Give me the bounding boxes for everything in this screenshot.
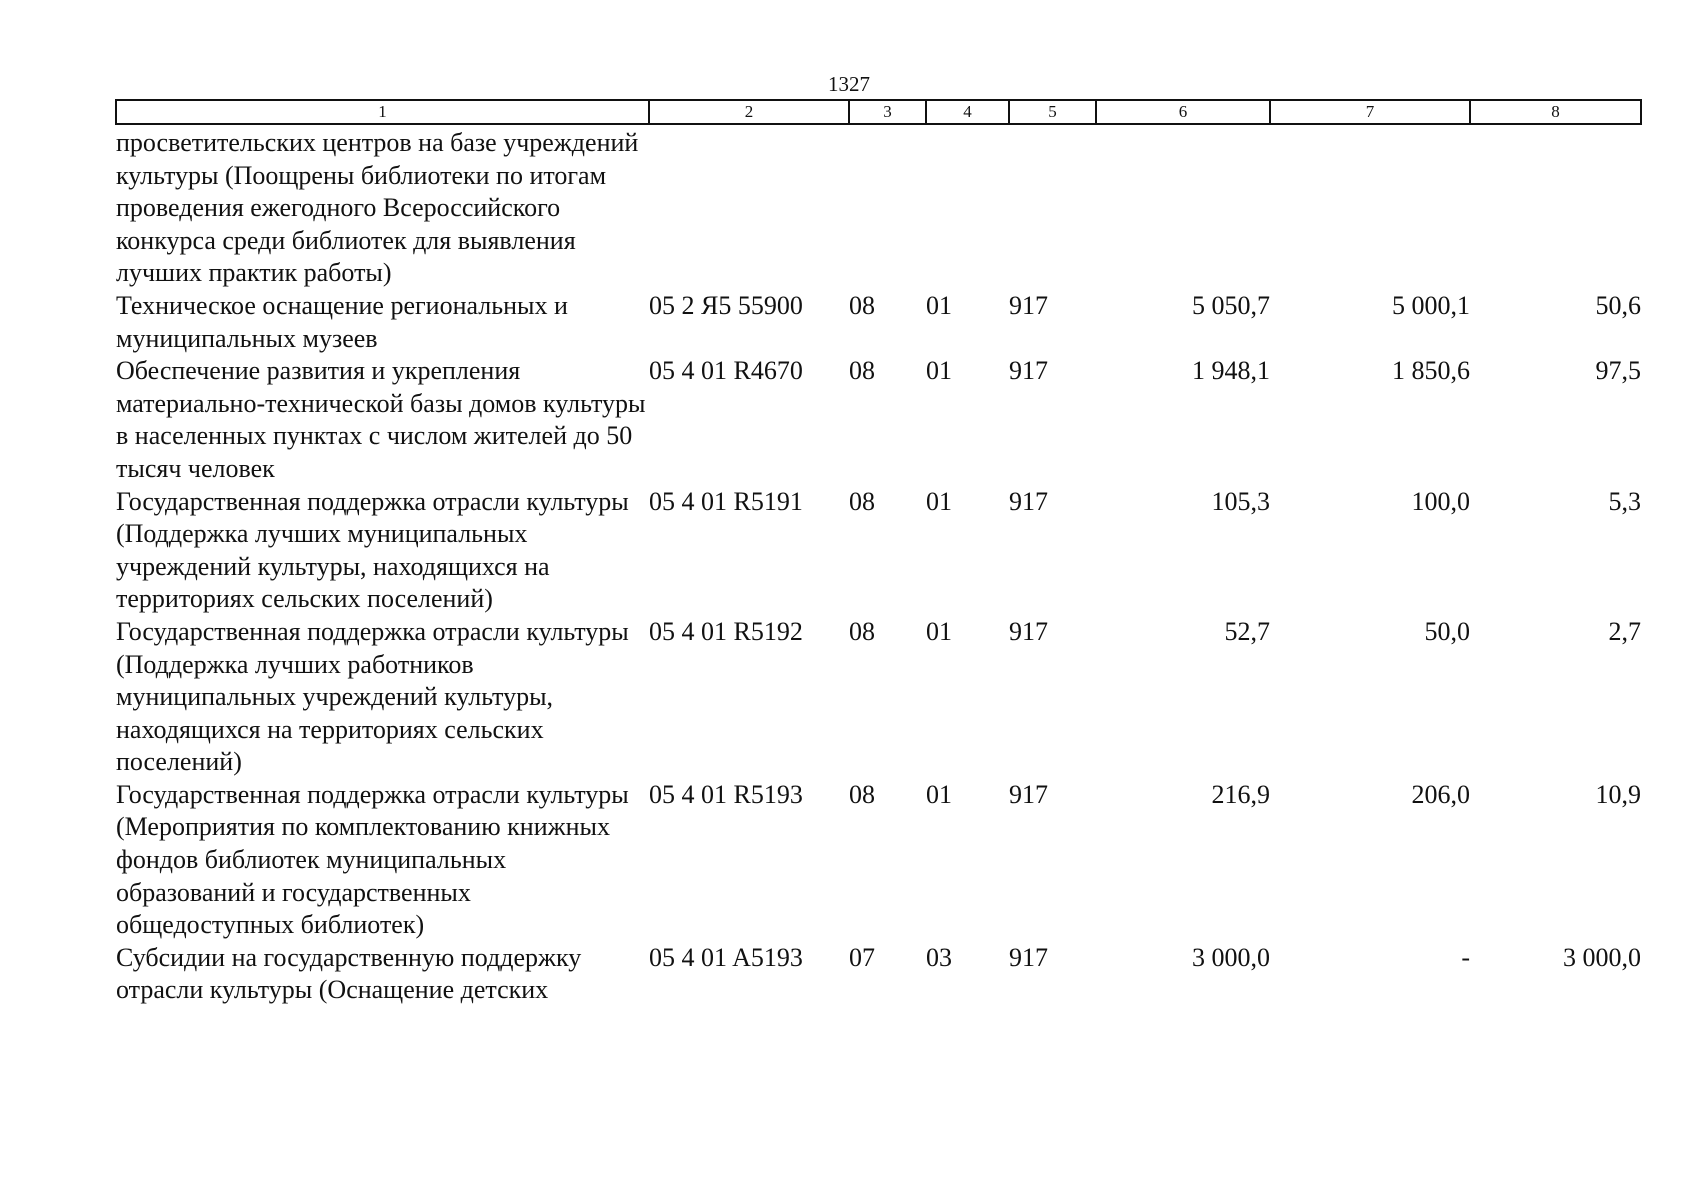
column-number-3: 3 <box>849 100 926 124</box>
row-section <box>849 124 926 290</box>
row-regional <box>1470 124 1641 290</box>
column-number-7: 7 <box>1270 100 1470 124</box>
row-total: 3 000,0 <box>1192 942 1270 972</box>
column-number-5: 5 <box>1009 100 1096 124</box>
column-number-1: 1 <box>116 100 649 124</box>
row-name: Обеспечение развития и укрепления материально-технической базы домов культуры в населенных пунктах с числом жителей до 50 тысяч человек <box>116 356 646 483</box>
row-federal: 206,0 <box>1411 779 1470 809</box>
column-number-8: 8 <box>1470 100 1641 124</box>
table-row <box>116 124 1641 290</box>
row-section: 08 <box>849 290 875 320</box>
row-grbs: 917 <box>1009 616 1048 646</box>
column-number-2: 2 <box>649 100 849 124</box>
row-regional: 3 000,0 <box>1563 942 1641 972</box>
row-federal: - <box>1461 942 1470 972</box>
row-name: Государственная поддержка отрасли культуры (Поддержка лучших муниципальных учреждений культуры, находящихся на территориях сельских поселений) <box>116 486 629 614</box>
row-code: 05 2 Я5 55900 <box>649 290 803 320</box>
row-regional: 97,5 <box>1595 356 1641 386</box>
row-section: 08 <box>849 616 875 646</box>
row-subsection: 01 <box>926 486 952 516</box>
row-section: 08 <box>849 486 875 516</box>
row-grbs: 917 <box>1009 356 1048 386</box>
row-regional: 2,7 <box>1608 616 1641 646</box>
row-regional: 10,9 <box>1595 779 1641 809</box>
row-name: Техническое оснащение региональных и муниципальных музеев <box>116 290 568 353</box>
row-total <box>1096 124 1270 290</box>
row-code: 05 4 01 R5191 <box>649 486 803 516</box>
row-subsection <box>926 124 1009 290</box>
column-number-6: 6 <box>1096 100 1270 124</box>
row-federal: 50,0 <box>1424 616 1470 646</box>
table-row <box>116 779 1641 942</box>
row-name: просветительских центров на базе учреждений культуры (Поощрены библиотеки по итогам проведения ежегодного Всероссийского конкурса среди библиотек для выявления лучших практик работы) <box>116 128 639 288</box>
row-total: 216,9 <box>1211 779 1270 809</box>
row-grbs: 917 <box>1009 779 1048 809</box>
row-code: 05 4 01 R5192 <box>649 616 803 646</box>
row-section: 07 <box>849 942 875 972</box>
table-row <box>116 942 1641 1007</box>
table-header <box>116 100 1641 124</box>
row-total: 1 948,1 <box>1192 356 1270 386</box>
row-federal: 5 000,1 <box>1392 290 1470 320</box>
table-row <box>116 290 1641 355</box>
table-row <box>116 486 1641 616</box>
row-name: Субсидии на государственную поддержку отрасли культуры (Оснащение детских <box>116 942 582 1005</box>
row-total: 105,3 <box>1211 486 1270 516</box>
row-grbs: 917 <box>1009 486 1048 516</box>
row-code: 05 4 01 R4670 <box>649 356 803 386</box>
row-subsection: 03 <box>926 942 952 972</box>
row-grbs <box>1009 124 1096 290</box>
row-federal: 1 850,6 <box>1392 356 1470 386</box>
row-section: 08 <box>849 779 875 809</box>
row-name: Государственная поддержка отрасли культуры (Мероприятия по комплектованию книжных фондов библиотек муниципальных образований и государственных общедоступных библиотек) <box>116 779 629 940</box>
row-regional: 5,3 <box>1608 486 1641 516</box>
row-section: 08 <box>849 356 875 386</box>
row-regional: 50,6 <box>1595 290 1641 320</box>
row-federal <box>1270 124 1470 290</box>
table-row <box>116 355 1641 485</box>
row-code: 05 4 01 A5193 <box>649 942 803 972</box>
column-number-row <box>116 100 1641 124</box>
row-subsection: 01 <box>926 356 952 386</box>
row-grbs: 917 <box>1009 942 1048 972</box>
row-code: 05 4 01 R5193 <box>649 779 803 809</box>
row-grbs: 917 <box>1009 290 1048 320</box>
row-total: 5 050,7 <box>1192 290 1270 320</box>
table-row <box>116 616 1641 779</box>
row-federal: 100,0 <box>1411 486 1470 516</box>
row-subsection: 01 <box>926 290 952 320</box>
table-body <box>116 124 1641 1007</box>
page-number: 1327 <box>828 72 870 96</box>
row-code <box>649 124 849 290</box>
column-number-4: 4 <box>926 100 1009 124</box>
row-name: Государственная поддержка отрасли культуры (Поддержка лучших работников муниципальных учреждений культуры, находящихся на территориях сельских поселений) <box>116 616 629 777</box>
budget-table <box>115 99 1642 1007</box>
row-subsection: 01 <box>926 616 952 646</box>
row-total: 52,7 <box>1224 616 1270 646</box>
row-subsection: 01 <box>926 779 952 809</box>
